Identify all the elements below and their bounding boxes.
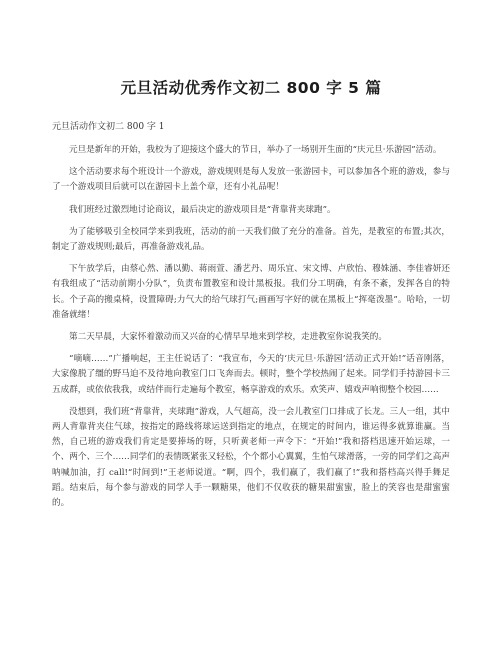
paragraph-1: 元旦是新年的开始，我校为了迎接这个盛大的节日，举办了一场别开生面的“庆元旦·乐游园”活动。 — [69, 145, 442, 155]
paragraph-8: 没想到，我们班“背靠背，夹球跑”游戏，人气超高，没一会儿教室门口排成了长龙。三人一组，其中两人背靠背夹住气球，按指定的路线将球运送到指定的地点，在规定的时间内，谁运得多就算谁赢。当然，自己班的游戏我们肯定是要捧场的呀，只听黄老师一声令下：“开始!”我和搭档迅速开始运球，一个、两个、三个……同学们的表情既紧张又轻松，个个都小心翼翼，生怕气球滑落，一旁的同学们之高声呐喊加油，打 call!“时间到!”王老师说道。“啊，四个，我们赢了，我们赢了!”我和搭档高兴得手舞足蹈。结束后，每个参与游戏的同学人手一颗糖果，他们不仅收获的糖果甜蜜蜜，脸上的笑容也是甜蜜蜜的。 — [52, 406, 450, 509]
paragraph-6: 第二天早晨，大家怀着激动而又兴奋的心情早早地来到学校，走进教室你说我笑的。 — [69, 332, 387, 343]
document-title: 元旦活动优秀作文初二 800 字 5 篇 — [120, 79, 382, 97]
paragraph-7: “嘀嘀……”广播响起，王主任说话了：“我宣布，今天的‘庆元旦·乐游园’活动正式开始!”话音刚落，大家像脱了缰的野马迫不及待地向教室门口飞奔而去。顿时，整个学校热闹了起来。同学们手持游园卡三五成群，或依依我我，或结伴而行走遍每个教室，畅享游戏的欢乐。欢笑声、嬉戏声响彻整个校园…… — [52, 354, 450, 395]
paragraph-2: 这个活动要求每个班设计一个游戏，游戏规则是每人发放一张游园卡，可以参加各个班的游戏，参与了一个游戏项目后就可以在游园卡上盖个章，还有小礼品呢！ — [52, 167, 450, 193]
paragraph-3: 我们班经过激烈地讨论商议，最后决定的游戏项目是“背靠背夹球跑”。 — [69, 204, 336, 215]
document-subtitle: 元旦活动作文初二 800 字 1 — [52, 122, 165, 132]
paragraph-5: 下午放学后，由蔡心然、潘以勤、蒋雨萱、潘艺丹、周乐宜、宋文博、卢欣怡、穆姝涵、李佳睿妍还有我组成了“活动前期小分队”，负责布置教室和设计黑板报。我们分工明确，有条不紊，发挥各自的特长。个子高的搬桌椅，设置障碍;力气大的给气球打气;画画写字好的就在黑板上“挥毫泼墨”。哈哈，一切准备就绪！ — [52, 264, 450, 320]
paragraph-4: 为了能够吸引全校同学来到我班，活动的前一天我们做了充分的准备。首先，是教室的布置;其次，制定了游戏规则;最后，再准备游戏礼品。 — [52, 226, 450, 253]
